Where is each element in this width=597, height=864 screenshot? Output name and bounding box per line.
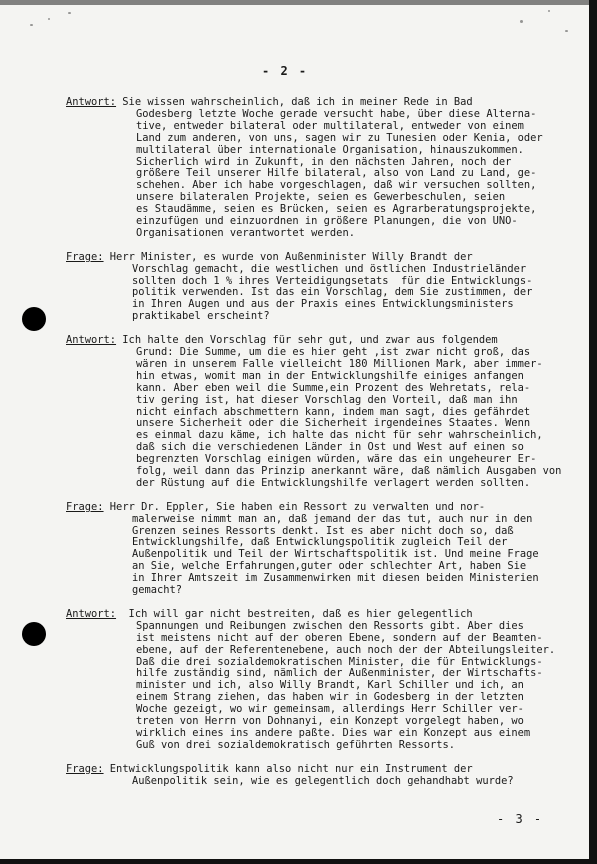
next-page-marker: - 3 - [497,812,544,826]
paragraph-first-line [66,502,576,514]
text-line: wären in unserem Falle vielleicht 180 Millionen Mark, aber immer- [136,357,543,370]
text-line: Ich halte den Vorschlag für sehr gut, und zwar aus folgendem [116,334,498,347]
text-line: tiv gering ist, hat dieser Vorschlag den Vorteil, daß man ihn [136,393,518,406]
text-line: schehen. Aber ich habe vorgeschlagen, daß wir versuchen sollten, [136,179,537,192]
text-line: malerweise nimmt man an, daß jemand der das tut, auch nur in den [132,512,533,525]
scan-speck [68,12,71,14]
question-paragraph [66,252,576,323]
text-line: es einmal dazu käme, ich halte das nicht für sehr wahrscheinlich, [136,429,543,442]
text-line: Daß die drei sozialdemokratischen Minister, die für Entwicklungs- [136,655,543,668]
text-line: folg, weil dann das Prinzip anerkannt wäre, daß nämlich Ausgaben von [136,465,562,478]
text-line: größere Teil unserer Hilfe bilateral, also von Land zu Land, ge- [136,167,537,180]
page-number: - 2 - [262,64,309,78]
text-line: in Ihren Augen und aus der Praxis eines Entwicklungsministers [132,298,514,311]
scan-edge-right [589,0,597,864]
text-line: nicht einfach abschmettern kann, indem man sagt, dies gefährdet [136,405,531,418]
text-line: praktikabel erscheint? [132,310,270,323]
text-line: unsere bilateralen Projekte, seien es Gewerbeschulen, seien [136,191,506,204]
text-line: einzufügen und einzuordnen in größere Planungen, die von UNO- [136,215,518,228]
text-line: Woche gezeigt, wo wir gemeinsam, allerdings Herr Schiller ver- [136,703,524,716]
text-line: an Sie, welche Erfahrungen,guter oder schlechter Art, haben Sie [132,560,527,573]
text-line: hilfe zuständig sind, nämlich der Außenminister, der Wirtschafts- [136,667,543,680]
speaker-label: Antwort: [66,96,117,108]
text-line: Sie wissen wahrscheinlich, daß ich in meiner Rede in Bad [116,96,473,108]
text-line: gemacht? [132,584,183,597]
paragraph-first-line [66,764,576,776]
text-line: daß sich die verschiedenen Länder in Ost und West auf einen so [136,441,524,454]
text-line: Entwicklungspolitik kann also nicht nur ein Instrument der [103,762,473,775]
text-line: wirklich eines ins andere paßte. Dies war ein Konzept aus einem [136,726,531,739]
text-line: es Staudämme, seien es Brücken, seien es Agrarberatungsprojekte, [136,203,537,216]
text-line: Sicherlich wird in Zukunft, in den nächsten Jahren, noch der [136,155,512,168]
text-line: der Rüstung auf die Entwicklungshilfe verlagert werden sollten. [136,476,531,489]
text-line: tive, entweder bilateral oder multilateral, entweder von einem [136,119,524,132]
punch-hole-top [22,307,46,331]
text-line: multilateral über internationale Organisation, hinauszukommen. [136,143,524,156]
text-line: einem Strang ziehen, das haben wir in Godesberg in der letzten [136,691,524,704]
text-line: sollten doch 1 % ihres Verteidigungsetats für die Entwicklungs- [132,274,533,287]
text-line: politik verwenden. Ist das ein Vorschlag, dem Sie zustimmen, der [132,286,533,299]
scan-speck [30,24,33,26]
answer-paragraph [66,335,576,490]
punch-hole-bottom [22,622,46,646]
question-paragraph [66,764,576,788]
text-line: Grenzen seines Ressorts denkt. Ist es aber nicht doch so, daß [132,524,514,537]
text-line: Organisationen verantwortet werden. [136,226,355,239]
speaker-label: Frage: [66,500,104,513]
text-line: Guß von drei sozialdemokratisch geführten Ressorts. [136,738,456,751]
text-line: begrenzten Vorschlag einigen würden, wäre das ein ungeheurer Er- [136,453,537,466]
text-line: Vorschlag gemacht, die westlichen und östlichen Industrieländer [132,262,527,275]
text-line: Außenpolitik und Teil der Wirtschaftspolitik ist. Und meine Frage [132,548,539,561]
text-line: Spannungen und Reibungen zwischen den Ressorts gibt. Aber dies [136,619,524,632]
text-line: ebene, auf der Referentenebene, auch noch der der Abteilungsleiter. [136,643,556,656]
answer-paragraph [66,97,576,240]
text-line: Herr Dr. Eppler, Sie haben ein Ressort zu verwalten und nor- [103,500,486,513]
scan-edge-bottom [0,859,597,864]
speaker-label: Antwort: [66,607,117,620]
text-line: unsere Sicherheit oder die Sicherheit irgendeines Staates. Wenn [136,417,531,430]
answer-paragraph [66,609,576,752]
speaker-label: Frage: [66,762,104,775]
text-line: Entwicklungshilfe, daß Entwicklungspolitik zugleich Teil der [132,536,508,549]
speaker-label: Frage: [66,250,104,263]
text-line: Godesberg letzte Woche gerade versucht habe, über diese Alterna- [136,107,537,120]
scan-speck [565,30,568,32]
scan-speck [548,10,550,12]
text-line: Land zum anderen, von uns, sagen wir zu Tunesien oder Kenia, oder [136,131,543,144]
speaker-label: Antwort: [66,334,117,347]
scan-speck [520,20,523,23]
interview-transcript [66,97,576,799]
text-line: kann. Aber eben weil die Summe,ein Prozent des Wehretats, rela- [136,381,531,394]
text-line: Grund: Die Summe, um die es hier geht ,ist zwar nicht groß, das [136,346,531,358]
paragraph-first-line [66,252,576,264]
text-line: minister und ich, also Willy Brandt, Karl Schiller und ich, an [136,679,524,692]
text-line: in Ihrer Amtszeit im Zusammenwirken mit diesen beiden Ministerien [132,572,539,585]
scan-speck [48,18,50,20]
text-line: treten von Herrn von Dohnanyi, ein Konzept vorgelegt haben, wo [136,715,524,728]
text-line: hin etwas, womit man in der Entwicklungshilfe einiges anfangen [136,369,524,382]
text-line: Außenpolitik sein, wie es gelegentlich doch gehandhabt wurde? [132,774,514,787]
question-paragraph [66,502,576,597]
scan-edge-top [0,0,597,5]
text-line: Ich will gar nicht bestreiten, daß es hier gelegentlich [116,607,473,620]
text-line: Herr Minister, es wurde von Außenminister Willy Brandt der [103,250,473,263]
text-line: ist meistens nicht auf der oberen Ebene, sondern auf der Beamten- [136,631,543,644]
